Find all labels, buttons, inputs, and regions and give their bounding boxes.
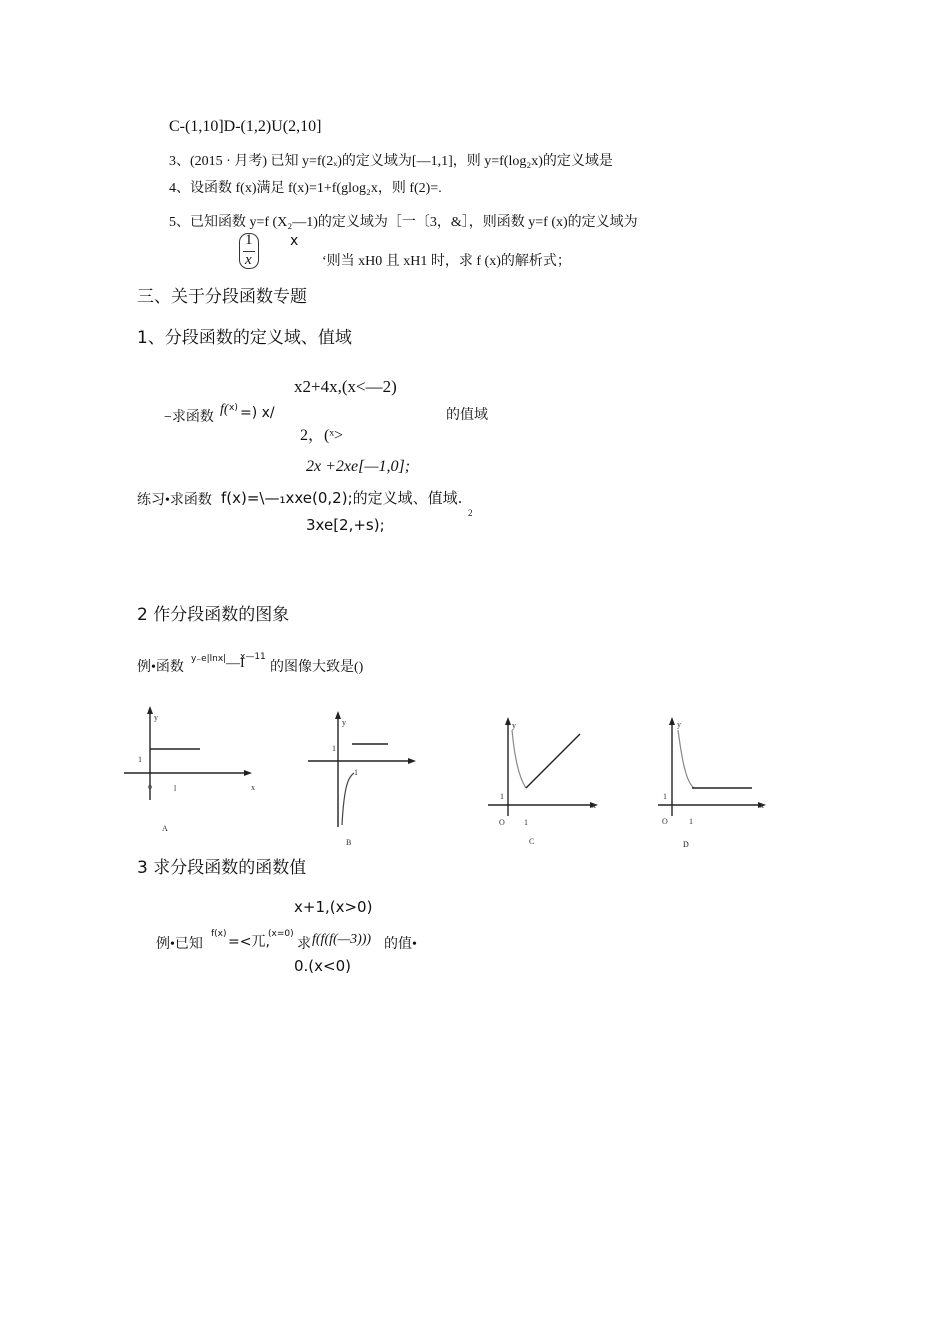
graph-c-svg	[482, 712, 612, 847]
graph-a-caption: A	[162, 824, 168, 833]
graph-option-b	[300, 705, 430, 850]
ex1-fx-small: x)	[229, 403, 238, 413]
cropped-line-clip	[322, 250, 592, 269]
graph-b-curve-lower	[342, 773, 354, 825]
graph-a-y-label: y	[154, 713, 158, 722]
ex1-tail-clip	[444, 404, 504, 423]
graph-d-one: 1	[663, 792, 667, 801]
ex1-tail: 的值域	[446, 408, 488, 423]
graph-option-d	[652, 712, 782, 847]
graph-a-x-label: x	[251, 783, 255, 792]
problem-3: 3、(2015 · 月考) 已知 y=f(2ₓ)的定义域为[—1,1]，则 y=f(log₂x)的定义域是	[169, 154, 613, 169]
subsection-2-title: 2 作分段函数的图象	[137, 605, 290, 625]
graph-b-y-label: y	[342, 718, 346, 727]
graph-a-tick: l	[174, 784, 177, 793]
problem-5: 5、已知函数 y=f (X₂—1)的定义域为［一〔3，&］，则函数 y=f (x)的定义域为	[169, 215, 638, 230]
graph-a-x-arrow	[244, 770, 252, 776]
sub2-example-sup: x—11	[240, 652, 266, 662]
problem-5-x: x	[290, 233, 299, 249]
graph-c-caption: C	[529, 837, 535, 846]
graph-d-tick: 1	[689, 817, 693, 826]
graph-d-x-label: x	[760, 801, 764, 810]
ex1-case-2: 2，(ˣ>	[300, 427, 343, 444]
graph-c-y-label: y	[512, 721, 516, 730]
graph-c-curve-left	[512, 730, 526, 788]
graph-d-svg	[652, 712, 782, 847]
ex3-lead: 例•已知	[156, 937, 203, 952]
fraction-numerator: 1	[245, 232, 253, 248]
ex3-eq: =<兀,	[228, 934, 270, 950]
ex1-lead: −求函数	[164, 410, 214, 425]
sub2-example-tail: 的图像大致是()	[270, 660, 364, 675]
graph-c-one: 1	[500, 792, 504, 801]
ex3-expression: f(f(f(—3)))	[312, 932, 372, 947]
graph-a-y-arrow	[147, 706, 153, 714]
graph-b-caption: B	[346, 838, 352, 847]
graph-option-c	[482, 712, 612, 847]
subsection-1-title: 1、分段函数的定义域、值域	[137, 328, 352, 348]
graph-b-tick: 1	[354, 768, 358, 777]
graph-b-y-arrow	[335, 711, 341, 719]
graph-c-x-label: x	[592, 801, 596, 810]
graph-c-origin: O	[499, 818, 505, 827]
problem-4: 4、设函数 f(x)满足 f(x)=1+f(glog₂x，则 f(2)=.	[169, 181, 442, 196]
graph-d-curve-left	[678, 730, 694, 788]
ex2-footnote-2: 2	[468, 508, 473, 518]
ex3-case-1: x+1,(x>0)	[294, 898, 373, 916]
graph-c-tick: 1	[524, 818, 528, 827]
ex2-case-3: 3xe[2,+s);	[306, 516, 385, 534]
graph-d-caption-clip	[682, 840, 696, 849]
ex3-cond-small: (x=0)	[268, 929, 294, 939]
sub2-example-lead: 例•函数	[137, 660, 184, 675]
ex3-case-3: 0.(x<0)	[294, 957, 352, 975]
graph-option-a	[118, 700, 268, 835]
graph-a-origin: o	[148, 782, 152, 791]
sub2-example-formula-small: y₋e|lnx|	[191, 654, 227, 664]
graph-b-one: 1	[332, 744, 336, 753]
graph-a-svg	[118, 700, 268, 835]
ex2-case-1: 2x +2xe[—1,0];	[306, 458, 411, 475]
graph-d-caption: D	[683, 840, 689, 849]
graph-a-one: 1	[138, 755, 142, 764]
graph-d-origin: O	[662, 817, 668, 826]
section-title: 三、关于分段函数专题	[137, 287, 307, 307]
ex2-case-2: f(x)=\—₁xxe(0,2);的定义域、值域.	[221, 489, 463, 507]
ex3-fx-small: f(x)	[211, 929, 227, 939]
graph-b-x-arrow	[408, 758, 416, 764]
graph-d-y-arrow	[669, 717, 675, 725]
graph-c-curve-right	[526, 734, 580, 788]
problem-5-tail: ‘则当 xH0 且 xH1 时，求 f (x)的解析式；	[322, 254, 571, 269]
sub2-example-mid: —I	[226, 656, 245, 671]
ex3-ask: 求	[297, 937, 311, 952]
graph-b-svg	[300, 705, 430, 850]
graph-d-y-label: y	[677, 720, 681, 729]
graph-c-y-arrow	[505, 717, 511, 725]
subsection-3-title: 3 求分段函数的函数值	[137, 858, 307, 878]
option-line-c-d: C-(1,10]D-(1,2)U(2,10]	[169, 118, 322, 135]
fraction-denominator: x	[245, 252, 252, 268]
ex1-eq: =) x/	[240, 405, 275, 421]
ex1-fx: f(	[220, 402, 229, 417]
ex1-case-1: x2+4x,(x<—2)	[294, 377, 397, 396]
ex2-lead: 练习•求函数	[137, 493, 212, 508]
ex3-tail: 的值•	[384, 937, 417, 952]
